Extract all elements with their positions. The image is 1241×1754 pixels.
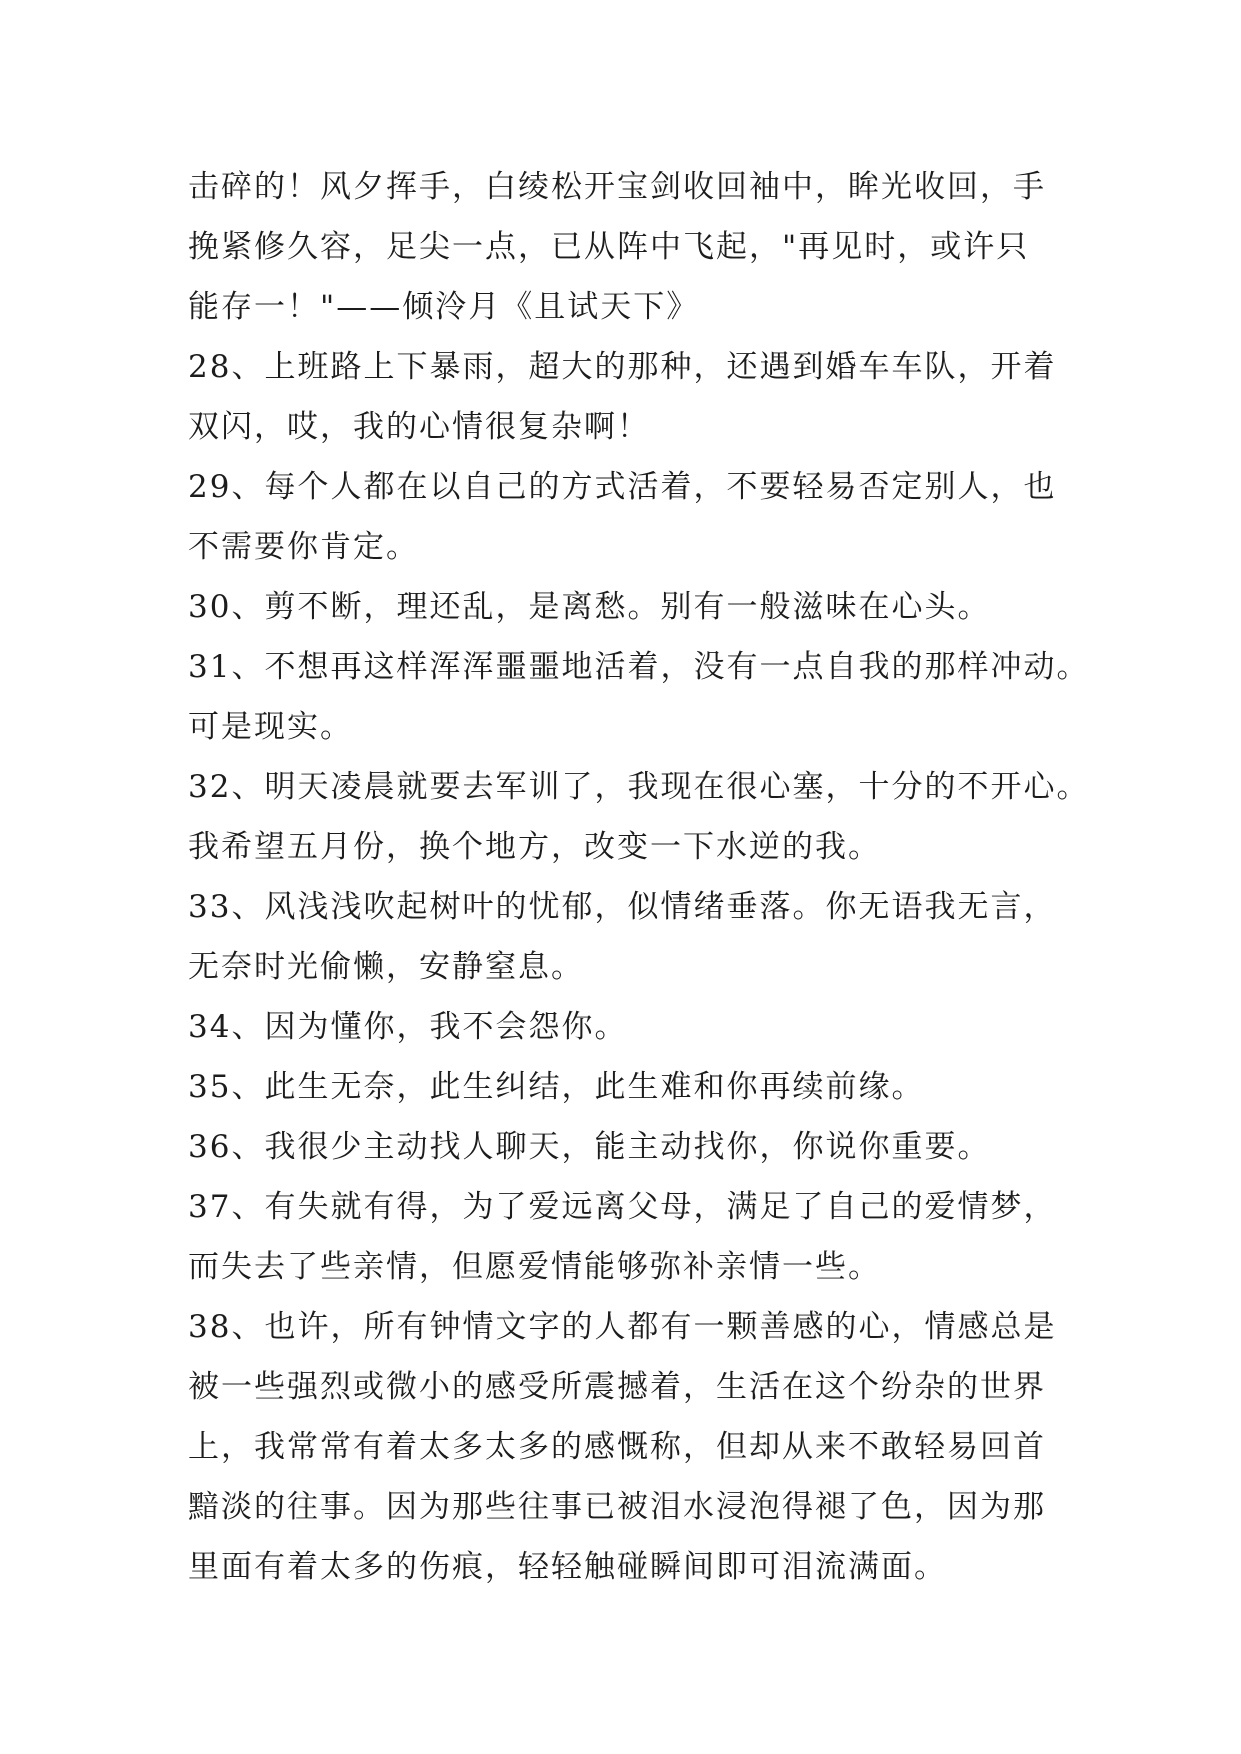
text-line: 29、每个人都在以自己的方式活着，不要轻易否定别人，也 (188, 469, 1057, 505)
text-line: 36、我很少主动找人聊天，能主动找你，你说你重要。 (188, 1129, 991, 1165)
text-line: 而失去了些亲情，但愿爱情能够弥补亲情一些。 (188, 1249, 881, 1285)
text-line: 上，我常常有着太多太多的感慨称，但却从来不敢轻易回首 (188, 1429, 1046, 1465)
text-line: 里面有着太多的伤痕，轻轻触碰瞬间即可泪流满面。 (188, 1549, 947, 1585)
text-line: 35、此生无奈，此生纠结，此生难和你再续前缘。 (188, 1069, 925, 1105)
text-line: 被一些强烈或微小的感受所震撼着，生活在这个纷杂的世界 (188, 1369, 1046, 1405)
text-line: 30、剪不断，理还乱，是离愁。别有一般滋味在心头。 (188, 589, 991, 625)
text-line: 32、明天凌晨就要去军训了，我现在很心塞，十分的不开心。 (188, 769, 1090, 805)
body-text (188, 157, 1090, 1597)
text-line: 无奈时光偷懒，安静窒息。 (188, 949, 584, 985)
text-line: 33、风浅浅吹起树叶的忧郁，似情绪垂落。你无语我无言， (188, 889, 1057, 925)
text-line: 我希望五月份，换个地方，改变一下水逆的我。 (188, 829, 881, 865)
text-line: 31、不想再这样浑浑噩噩地活着，没有一点自我的那样冲动。 (188, 649, 1090, 685)
text-line: 击碎的！风夕挥手，白绫松开宝剑收回袖中，眸光收回，手 (188, 169, 1046, 205)
text-line: 挽紧修久容，足尖一点，已从阵中飞起，"再见时，或许只 (188, 229, 1030, 265)
text-line: 不需要你肯定。 (188, 529, 419, 565)
text-line: 能存一！"——倾泠月《且试天下》 (188, 289, 700, 325)
text-line: 双闪，哎，我的心情很复杂啊！ (188, 409, 650, 445)
text-line: 黯淡的往事。因为那些往事已被泪水浸泡得褪了色，因为那 (188, 1489, 1046, 1525)
text-line: 34、因为懂你，我不会怨你。 (188, 1009, 628, 1045)
text-line: 37、有失就有得，为了爱远离父母，满足了自己的爱情梦， (188, 1189, 1057, 1225)
text-line: 38、也许，所有钟情文字的人都有一颗善感的心，情感总是 (188, 1309, 1057, 1345)
text-line: 28、上班路上下暴雨，超大的那种，还遇到婚车车队，开着 (188, 349, 1057, 385)
text-line: 可是现实。 (188, 709, 353, 745)
